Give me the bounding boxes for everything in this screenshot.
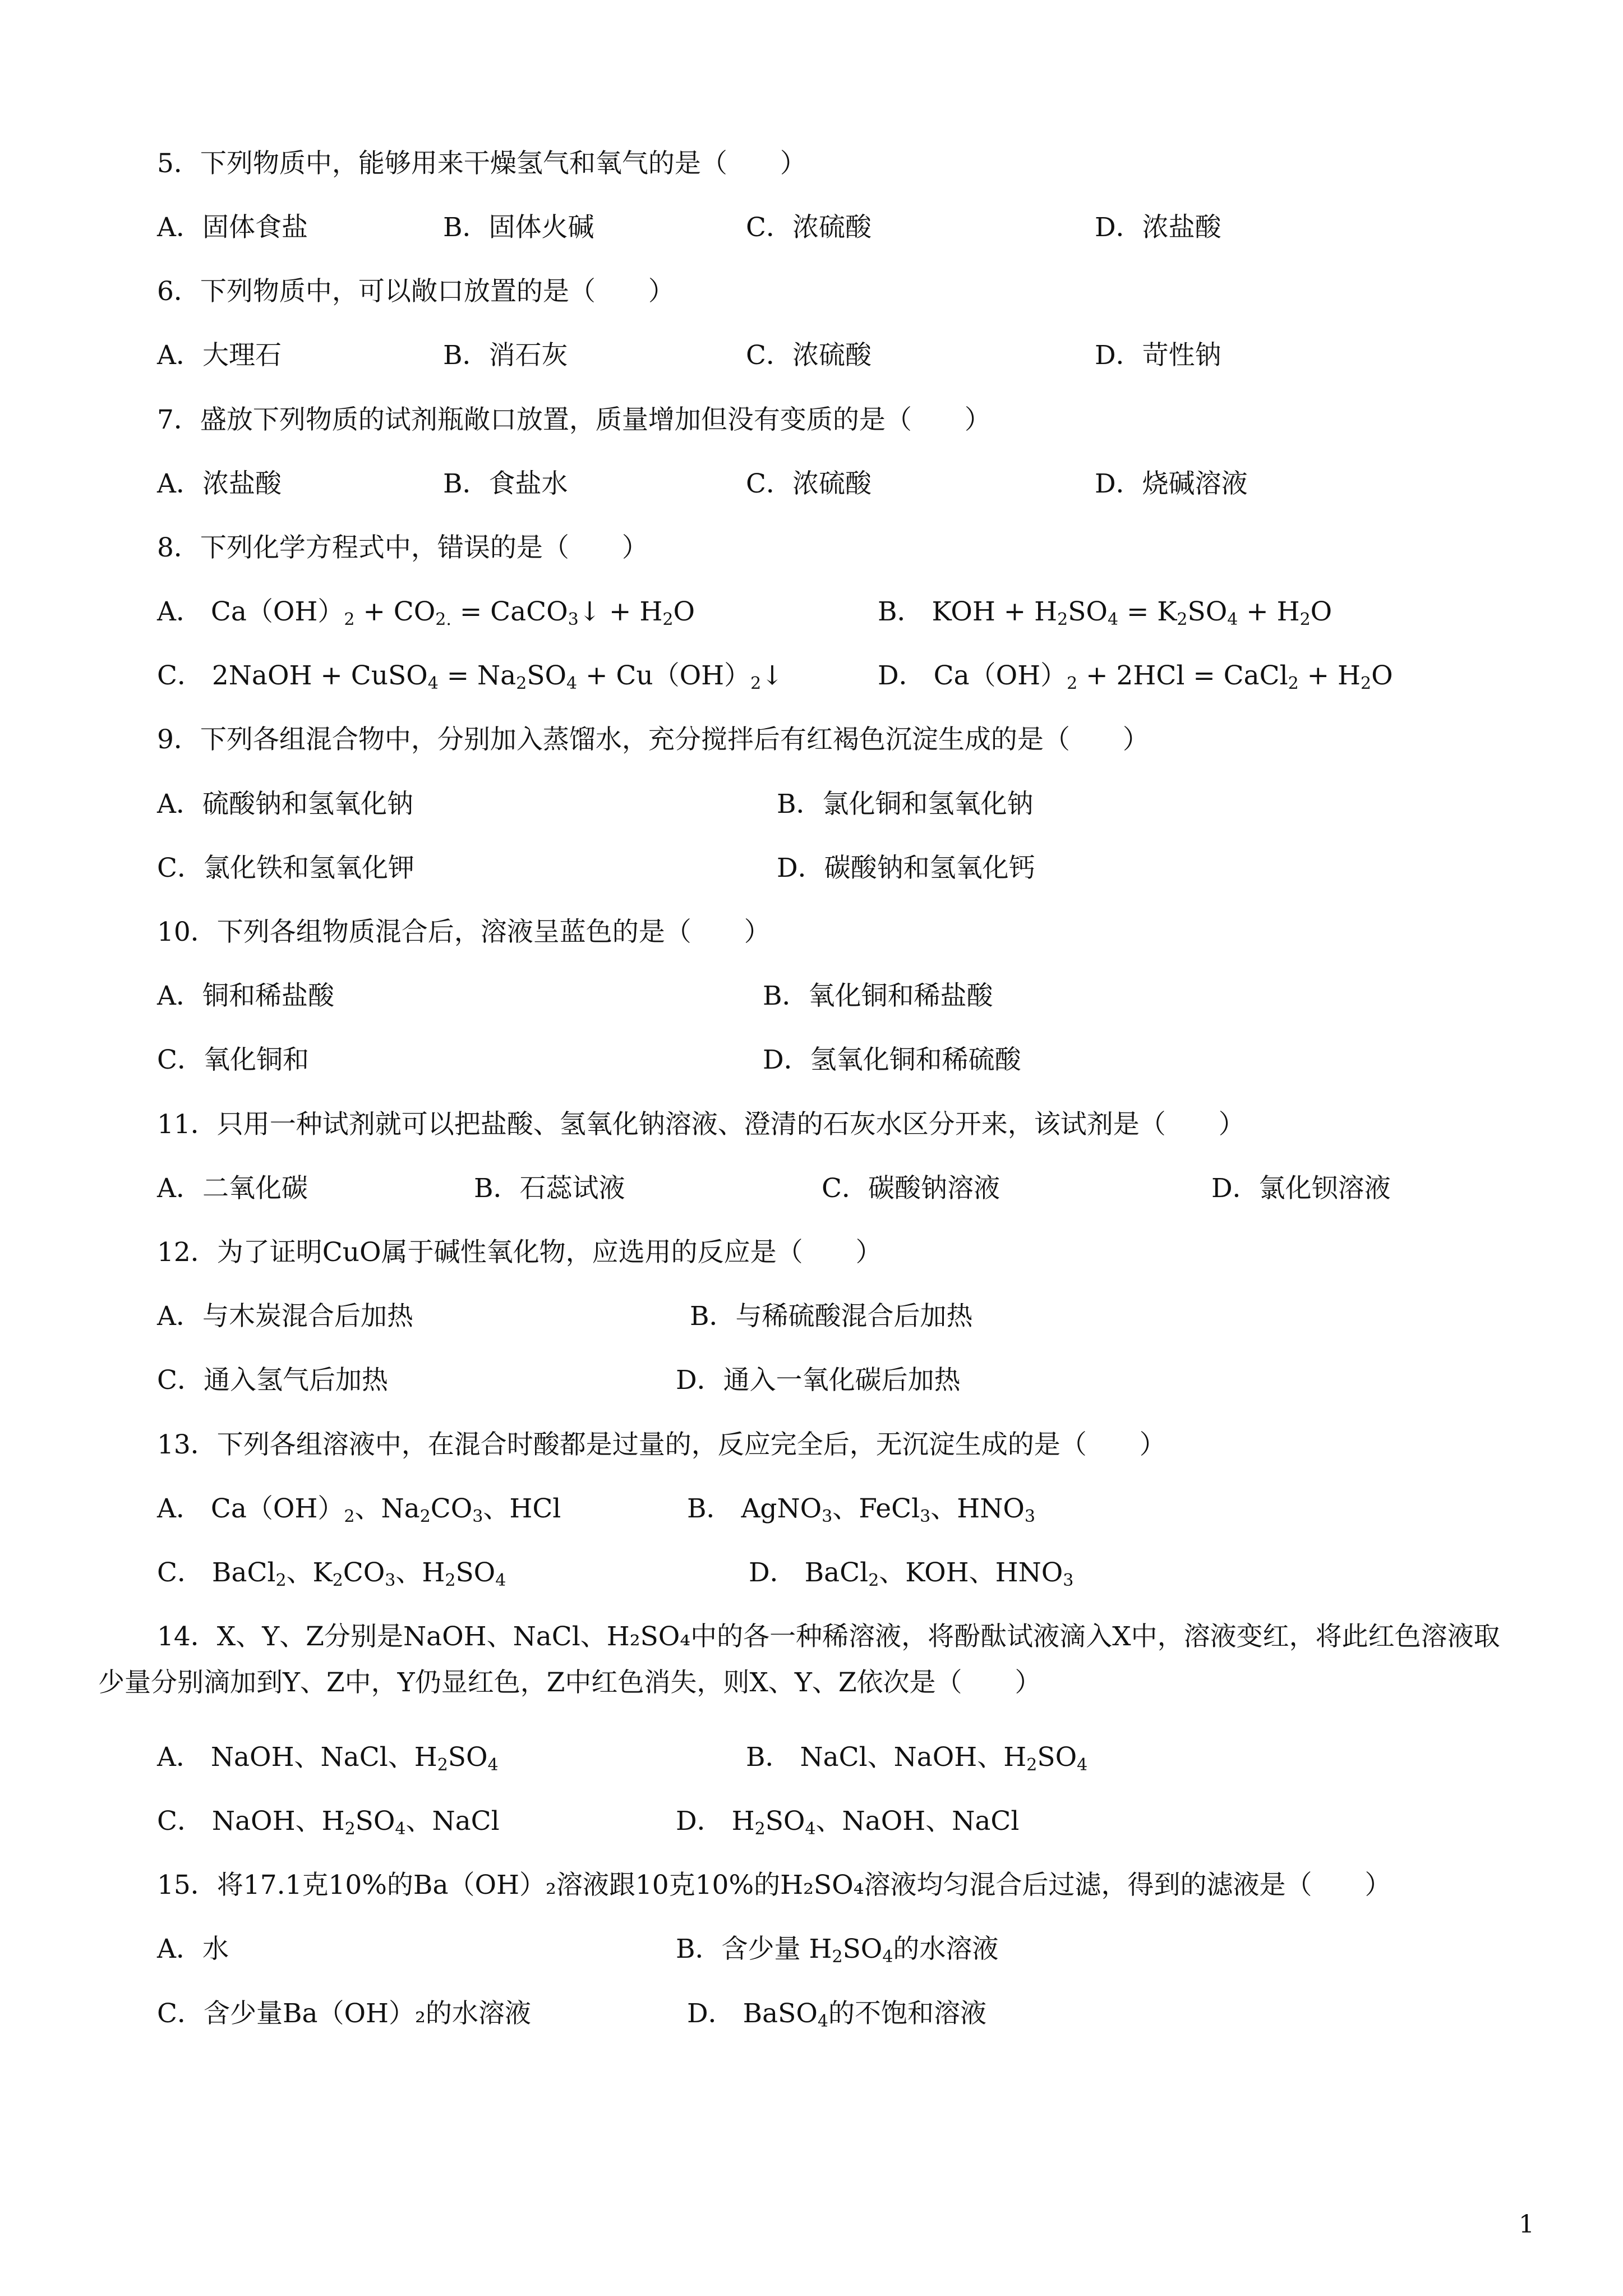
q8-option-b: B． KOH + $H_2SO_4 = K_2SO_4 + H_2O$ — [878, 596, 1332, 629]
q12-option-a: A．与木炭混合后加热 — [157, 1301, 413, 1332]
q7-option-b: B．食盐水 — [443, 468, 568, 499]
q13-option-b: B． AgNO$_3$、FeCl$_3$、$HNO_3$ — [687, 1493, 1035, 1526]
q8-option-d: D． $Ca(OH)_2 + 2HCl$ = CaCl$_2$ + $H_2O$ — [878, 660, 1393, 693]
q13-stem: 13．下列各组溶液中，在混合时酸都是过量的，反应完全后，无沉淀生成的是（ ） — [157, 1429, 1166, 1460]
q7-stem: 7．盛放下列物质的试剂瓶敞口放置，质量增加但没有变质的是（ ） — [157, 404, 991, 435]
q5-option-b: B．固体火碱 — [443, 212, 594, 243]
q14-option-c: C． NaOH、$H_2SO_4$、NaCl — [157, 1806, 500, 1839]
q9-option-a: A．硫酸钠和氢氧化钠 — [157, 789, 413, 820]
q5-stem: 5．下列物质中，能够用来干燥氢气和氧气的是（ ） — [157, 148, 806, 179]
q12-option-d: D．通入一氧化碳后加热 — [676, 1365, 961, 1396]
q11-stem: 11．只用一种试剂就可以把盐酸、氢氧化钠溶液、澄清的石灰水区分开来，该试剂是（ ） — [157, 1109, 1245, 1140]
q10-stem: 10．下列各组物质混合后，溶液呈蓝色的是（ ） — [157, 917, 771, 947]
q10-option-c: C．氧化铜和 — [157, 1045, 309, 1075]
q9-option-c: C．氯化铁和氢氧化钾 — [157, 853, 414, 884]
q6-option-b: B．消石灰 — [443, 340, 568, 371]
q11-option-b: B．石蕊试液 — [474, 1173, 625, 1204]
q11-option-d: D．氯化钡溶液 — [1211, 1173, 1391, 1204]
q9-stem: 9．下列各组混合物中，分别加入蒸馏水，充分搅拌后有红褐色沉淀生成的是（ ） — [157, 724, 1149, 755]
q5-option-a: A．固体食盐 — [157, 212, 308, 243]
q5-option-d: D．浓盐酸 — [1095, 212, 1221, 243]
q14-option-a: A． NaOH、NaCl、$H_2SO_4$ — [157, 1742, 499, 1775]
q7-option-c: C．浓硫酸 — [746, 468, 872, 499]
q13-option-d: D． BaCl$_2$、KOH、$HNO_3$ — [749, 1557, 1074, 1590]
q13-option-a: A． $Ca(OH)_2$、$Na_2CO_3$、HCl — [157, 1493, 561, 1526]
q11-option-a: A．二氧化碳 — [157, 1173, 308, 1204]
q11-option-c: C．碳酸钠溶液 — [822, 1173, 1000, 1204]
q6-option-c: C．浓硫酸 — [746, 340, 872, 371]
q14-stem-line1: 14．X、Y、Z分别是NaOH、NaCl、H₂SO₄中的各一种稀溶液，将酚酞试液滴入X中，溶液变红，将此红色溶液取 — [157, 1621, 1500, 1652]
page-number: 1 — [1519, 2210, 1534, 2239]
q15-option-d: D． BaSO$_4$的不饱和溶液 — [687, 1998, 987, 2031]
q7-option-a: A．浓盐酸 — [157, 468, 282, 499]
q12-option-c: C．通入氢气后加热 — [157, 1365, 388, 1396]
q8-option-c: C． 2NaOH + CuSO$_4$ = $Na_2SO_4$ + $Cu(OH)_2↓$ — [157, 660, 783, 693]
q10-option-b: B．氧化铜和稀盐酸 — [763, 981, 993, 1011]
q14-option-b: B． NaCl、NaOH、$H_2SO_4$ — [746, 1742, 1088, 1775]
q12-stem: 12．为了证明CuO属于碱性氧化物，应选用的反应是（ ） — [157, 1237, 882, 1268]
q6-stem: 6．下列物质中，可以敞口放置的是（ ） — [157, 276, 675, 307]
q9-option-d: D．碳酸钠和氢氧化钙 — [777, 853, 1035, 884]
q12-option-b: B．与稀硫酸混合后加热 — [690, 1301, 973, 1332]
q13-option-c: C． BaCl$_2$、$K_2CO_3$、$H_2SO_4$ — [157, 1557, 506, 1590]
q5-option-c: C．浓硫酸 — [746, 212, 872, 243]
q10-option-a: A．铜和稀盐酸 — [157, 981, 334, 1011]
q8-stem: 8．下列化学方程式中，错误的是（ ） — [157, 532, 648, 563]
q6-option-d: D．苛性钠 — [1095, 340, 1221, 371]
q15-option-a: A．水 — [157, 1934, 229, 1964]
q6-option-a: A．大理石 — [157, 340, 282, 371]
q15-stem: 15．将17.1克10%的Ba（OH）₂溶液跟10克10%的H₂SO₄溶液均匀混合后过滤，得到的滤液是（ ） — [157, 1870, 1391, 1901]
q8-option-a: A． $Ca(OH)_2 + CO_{2.}$ = CaCO$_3$↓ + $H_2O$ — [157, 596, 695, 629]
q10-option-d: D．氢氧化铜和稀硫酸 — [763, 1045, 1021, 1075]
q15-option-b: B．含少量 $H_2SO_4$的水溶液 — [676, 1934, 999, 1967]
q14-stem-line2: 少量分别滴加到Y、Z中，Y仍显红色，Z中红色消失，则X、Y、Z依次是（ ） — [98, 1667, 1041, 1698]
q9-option-b: B．氯化铜和氢氧化钠 — [777, 789, 1034, 820]
q14-option-d: D． $H_2SO_4$、NaOH、NaCl — [676, 1806, 1020, 1839]
q15-option-c: C．含少量Ba（OH）₂的水溶液 — [157, 1998, 531, 2029]
q7-option-d: D．烧碱溶液 — [1095, 468, 1248, 499]
